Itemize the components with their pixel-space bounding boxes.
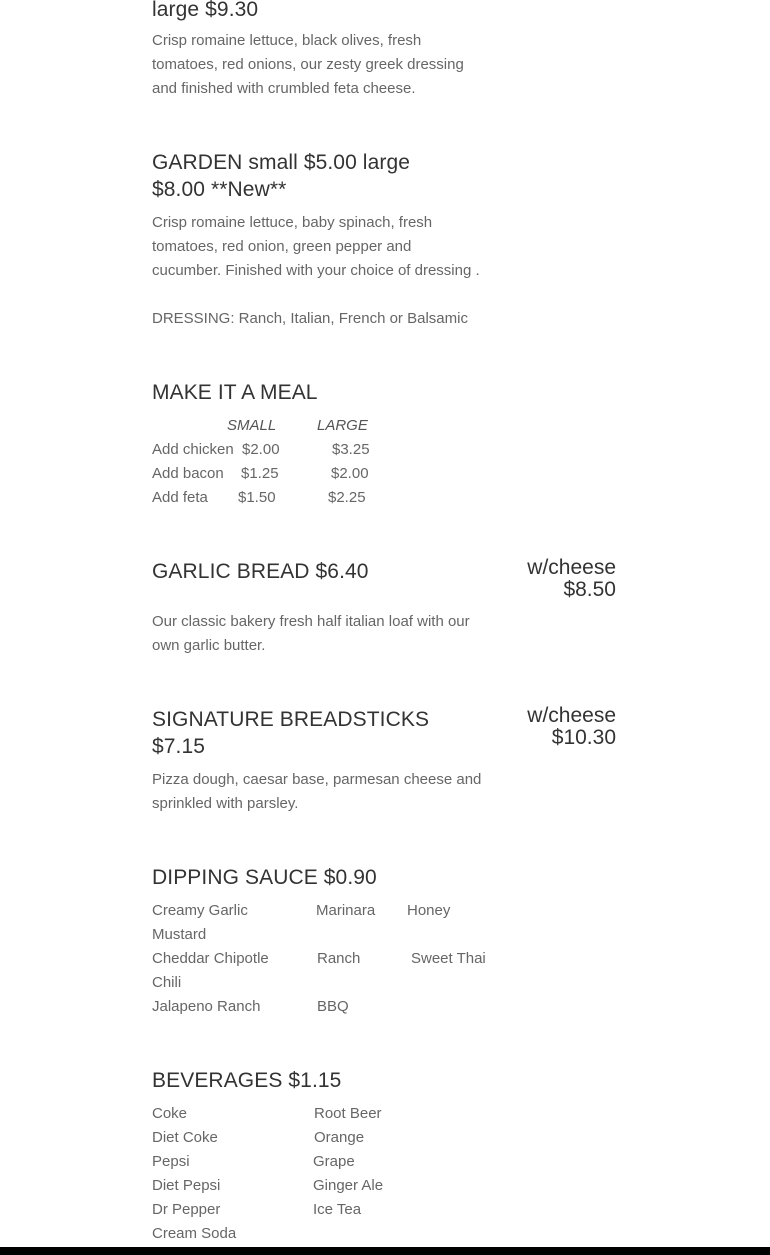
- meal-item: Add feta: [152, 489, 208, 506]
- sauce-item-wrap: Mustard: [152, 926, 207, 943]
- bottom-bar: [0, 1247, 770, 1255]
- greek-desc-line-3: and finished with crumbled feta cheese.: [152, 80, 416, 97]
- meal-price-small: $1.25: [241, 465, 279, 482]
- breadsticks-desc-line-2: sprinkled with parsley.: [152, 795, 299, 812]
- dressing-options: DRESSING: Ranch, Italian, French or Balsamic: [152, 310, 468, 327]
- meal-price-large: $2.25: [328, 489, 366, 506]
- garden-desc-line-3: cucumber. Finished with your choice of dressing .: [152, 262, 480, 279]
- greek-salad-title-tail: large $9.30: [152, 0, 259, 21]
- meal-col-small: SMALL: [227, 417, 277, 434]
- meal-col-large: LARGE: [317, 417, 368, 434]
- garlic-bread-cheese-price: $8.50: [563, 578, 616, 601]
- garlic-desc-line-1: Our classic bakery fresh half italian loaf with our: [152, 613, 470, 630]
- sauce-item: Jalapeno Ranch: [152, 998, 261, 1015]
- garden-desc-line-2: tomatoes, red onion, green pepper and: [152, 238, 412, 255]
- beverage-item: Diet Pepsi: [152, 1177, 221, 1194]
- beverage-item: Coke: [152, 1105, 188, 1122]
- garden-salad-title-line-2: $8.00 **New**: [152, 178, 287, 201]
- make-it-a-meal-title: MAKE IT A MEAL: [152, 381, 318, 404]
- greek-desc-line-2: tomatoes, red onions, our zesty greek dressing: [152, 56, 464, 73]
- garlic-bread-cheese-label: w/cheese: [527, 556, 616, 579]
- beverage-item: Root Beer: [314, 1105, 382, 1122]
- sauce-item: Sweet Thai: [411, 950, 486, 967]
- sauce-item: Creamy Garlic: [152, 902, 248, 919]
- sauce-item: Honey: [407, 902, 451, 919]
- garden-salad-title-line-1: GARDEN small $5.00 large: [152, 151, 410, 174]
- beverage-item: Cream Soda: [152, 1225, 237, 1242]
- meal-price-small: $1.50: [238, 489, 276, 506]
- garlic-desc-line-2: own garlic butter.: [152, 637, 266, 654]
- beverage-item: Ginger Ale: [313, 1177, 384, 1194]
- beverage-item: Ice Tea: [313, 1201, 362, 1218]
- garden-desc-line-1: Crisp romaine lettuce, baby spinach, fresh: [152, 214, 433, 231]
- greek-desc-line-1: Crisp romaine lettuce, black olives, fresh: [152, 32, 422, 49]
- breadsticks-desc-line-1: Pizza dough, caesar base, parmesan cheese and: [152, 771, 482, 788]
- breadsticks-title-line-1: SIGNATURE BREADSTICKS: [152, 708, 430, 731]
- garlic-bread-title: GARLIC BREAD $6.40: [152, 560, 369, 583]
- breadsticks-title-line-2: $7.15: [152, 735, 206, 758]
- breadsticks-cheese-price: $10.30: [551, 726, 616, 749]
- beverage-item: Orange: [314, 1129, 365, 1146]
- beverage-item: Dr Pepper: [152, 1201, 221, 1218]
- dipping-sauce-title: DIPPING SAUCE $0.90: [152, 866, 377, 889]
- beverages-title: BEVERAGES $1.15: [152, 1069, 342, 1092]
- sauce-item: Cheddar Chipotle: [152, 950, 269, 967]
- meal-price-small: $2.00: [242, 441, 280, 458]
- beverage-item: Pepsi: [152, 1153, 190, 1170]
- breadsticks-cheese-label: w/cheese: [527, 704, 616, 727]
- sauce-item: BBQ: [317, 998, 349, 1015]
- meal-price-large: $2.00: [331, 465, 369, 482]
- meal-price-large: $3.25: [332, 441, 370, 458]
- sauce-item: Ranch: [317, 950, 361, 967]
- meal-item: Add bacon: [152, 465, 224, 482]
- beverage-item: Grape: [313, 1153, 355, 1170]
- beverage-item: Diet Coke: [152, 1129, 218, 1146]
- meal-item: Add chicken: [152, 441, 234, 458]
- sauce-item-wrap: Chili: [152, 974, 182, 991]
- sauce-item: Marinara: [316, 902, 376, 919]
